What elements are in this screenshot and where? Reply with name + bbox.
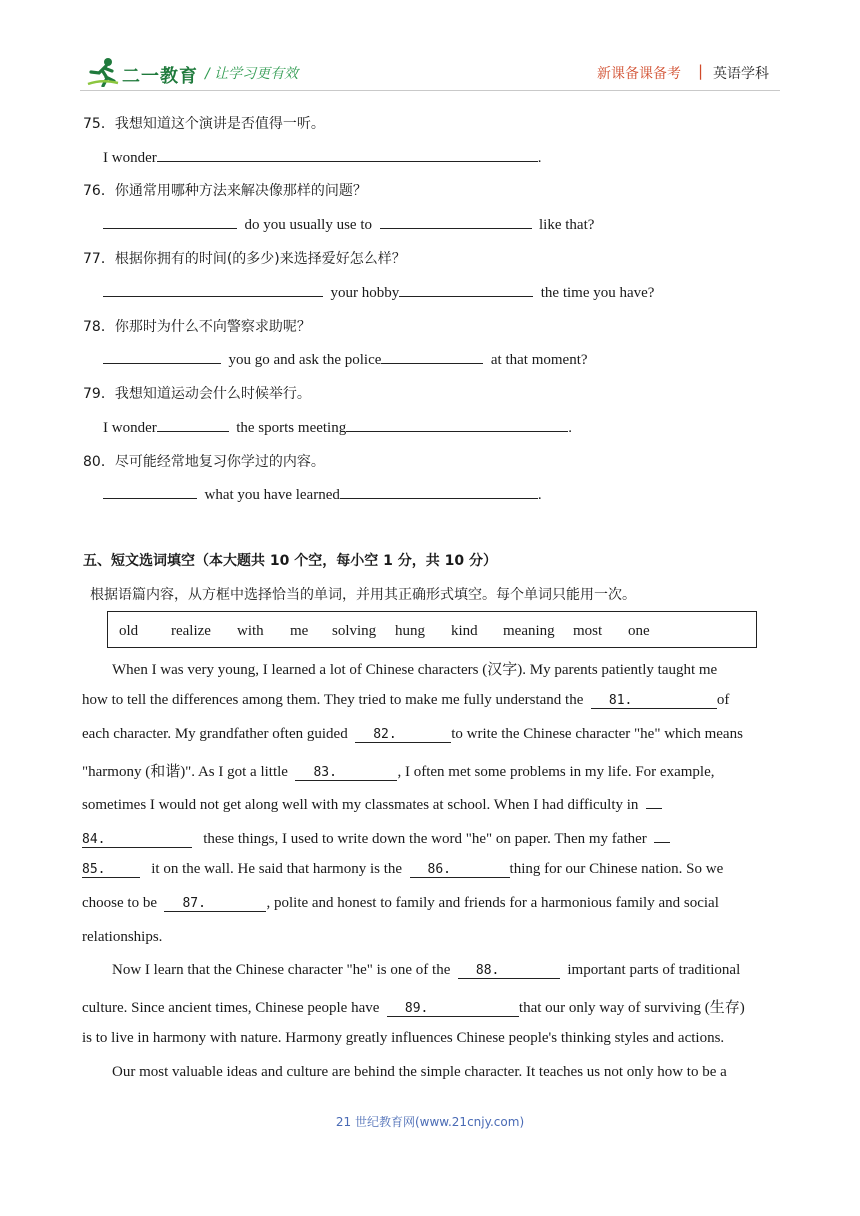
passage-line: culture. Since ancient times, Chinese people have 89. that our only way of surviving (生存) [82,1000,745,1016]
word-bank-item: with [237,623,264,639]
answer-line-75: I wonder . [103,147,541,167]
passage-line: Now I learn that the Chinese character "he" is one of the 88. important parts of traditional [112,962,741,978]
word-bank-item: old [119,623,139,639]
word-bank-item: hung [395,623,425,639]
blank[interactable] [157,147,538,162]
passage-line: 84. these things, I used to write down the word "he" on paper. Then my father [82,828,670,848]
question-76: 76．你通常用哪种方法来解决像那样的问题？ [83,183,367,199]
word-bank-item: one [628,623,650,639]
blank-84[interactable]: 84. [82,832,192,848]
blank[interactable] [399,282,533,297]
passage-line: choose to be 87. , polite and honest to family and friends for a harmonious family and social [82,895,719,911]
question-80: 80．尽可能经常地复习你学过的内容。 [83,454,325,470]
header-subject: 英语学科 [713,66,769,82]
answer-line-79: I wonder the sports meeting . [103,417,572,437]
blank[interactable] [103,214,237,229]
answer-line-78: you go and ask the police at that moment? [103,349,588,369]
runner-logo-icon [86,57,120,87]
passage-line: how to tell the differences among them. They tried to make me fully understand the 81. of [82,692,730,708]
question-77: 77．根据你拥有的时间(的多少)来选择爱好怎么样？ [83,251,406,267]
header-divider [80,90,780,91]
question-75: 75．我想知道这个演讲是否值得一听。 [83,116,325,132]
word-bank-item: solving [332,623,377,639]
passage-line: When I was very young, I learned a lot of Chinese characters (汉字). My parents patiently taught me [112,662,718,678]
blank[interactable] [381,349,483,364]
blank-88[interactable]: 88. [458,963,560,979]
blank[interactable] [340,484,538,499]
section-title: 五、短文选词填空（本大题共 10 个空，每小空 1 分，共 10 分） [83,553,497,569]
blank[interactable] [346,417,568,432]
question-79: 79．我想知道运动会什么时候举行。 [83,386,311,402]
word-bank-item: realize [171,623,211,639]
passage-line: Our most valuable ideas and culture are behind the simple character. It teaches us not only how to be a [112,1064,727,1080]
answer-line-76: do you usually use to like that? [103,214,594,234]
blank[interactable] [157,417,229,432]
word-bank-item: me [290,623,309,639]
answer-line-80: what you have learned . [103,484,542,504]
blank-81[interactable]: 81. [591,693,717,709]
blank-83[interactable]: 83. [295,765,397,781]
passage-line: is to live in harmony with nature. Harmony greatly influences Chinese people's thinking styles and actions. [82,1030,725,1046]
question-78: 78．你那时为什么不向警察求助呢？ [83,319,311,335]
header-separator: | [698,62,704,80]
blank-87[interactable]: 87. [164,896,266,912]
section-instruction: 根据语篇内容，从方框中选择恰当的单词，并用其正确形式填空。每个单词只能用一次。 [90,587,636,603]
word-bank-item: kind [451,623,478,639]
blank-86[interactable]: 86. [410,862,510,878]
blank-89[interactable]: 89. [387,1001,519,1017]
blank[interactable] [380,214,532,229]
passage-line: "harmony (和谐)". As I got a little 83. , I often met some problems in my life. For example, [82,764,715,780]
passage-line: sometimes I would not get along well with my classmates at school. When I had difficulty in [82,794,662,814]
passage-line: relationships. [82,929,163,945]
word-bank-item: most [573,623,603,639]
header-course-label: 新课备课备考 [597,66,681,82]
blank[interactable] [103,282,323,297]
blank[interactable] [103,349,221,364]
logo-text: 二一教育 [122,66,198,87]
blank-85[interactable]: 85. [82,862,140,878]
blank[interactable] [103,484,197,499]
slogan: / 让学习更有效 [205,66,299,82]
page-header [0,0,860,100]
passage-line: each character. My grandfather often guided 82. to write the Chinese character "he" which means [82,726,743,742]
answer-line-77: your hobby the time you have? [103,282,654,302]
word-bank-box [107,611,757,648]
word-bank-item: meaning [503,623,555,639]
blank-82[interactable]: 82. [355,727,451,743]
page-footer: 21 世纪教育网(www.21cnjy.com) [335,1115,525,1129]
passage-line: 85. it on the wall. He said that harmony is the 86. thing for our Chinese nation. So we [82,861,724,877]
